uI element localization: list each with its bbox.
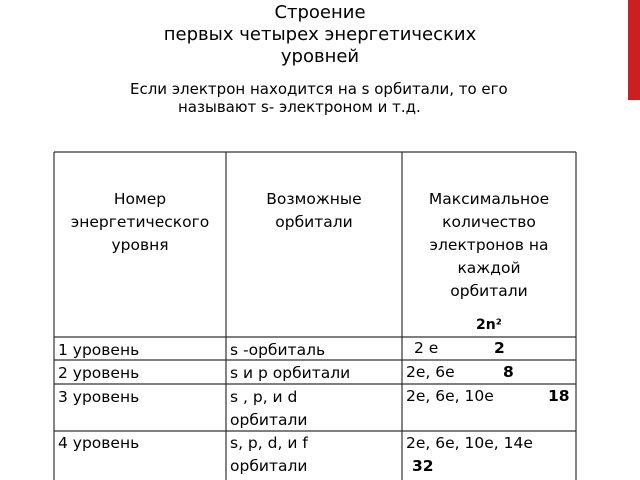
row3-total: 18 xyxy=(548,387,570,405)
row3-electrons: 2е, 6е, 10е xyxy=(406,387,494,405)
header-level xyxy=(54,188,226,257)
row1-electrons: 2 е xyxy=(414,339,439,357)
row4-electrons: 2е, 6е, 10е, 14е xyxy=(406,434,533,452)
title-line-2: первых четырех энергетических xyxy=(163,24,477,45)
row2-electrons: 2е, 6е xyxy=(406,363,455,381)
row3-level: 3 уровень xyxy=(58,388,140,406)
row3-orbitals-line: s , p, и d xyxy=(230,388,298,406)
subtitle-line-1: Если электрон находится на s орбитали, то его xyxy=(130,80,508,98)
red-accent-bar xyxy=(628,0,640,100)
header-level-line: энергетического xyxy=(70,213,210,231)
row4-orbitals-line: орбитали xyxy=(230,457,308,475)
row2-level: 2 уровень xyxy=(58,364,140,382)
row4-orbitals-line: s, p, d, и f xyxy=(230,434,308,452)
header-max-line: количество xyxy=(442,213,536,231)
header-max-line: электронов на xyxy=(429,236,549,254)
header-max-line: орбитали xyxy=(450,282,528,300)
header-orbitals-line: Возможные xyxy=(266,190,362,208)
row4-total: 32 xyxy=(412,457,434,475)
row1-level: 1 уровень xyxy=(58,341,140,359)
row4-level: 4 уровень xyxy=(58,434,140,452)
row3-orbitals xyxy=(230,386,307,432)
slide-edge-bar xyxy=(628,0,640,480)
row1-orbitals: s -орбиталь xyxy=(230,341,326,359)
title-line-3: уровней xyxy=(280,46,360,67)
row2-orbitals: s и р орбитали xyxy=(230,364,351,382)
header-max-line: Максимальное xyxy=(428,190,550,208)
header-level-line: Номер xyxy=(113,190,167,208)
row4-orbitals xyxy=(230,432,308,478)
header-max-electrons xyxy=(402,188,576,303)
header-level-line: уровня xyxy=(111,236,169,254)
header-orbitals xyxy=(226,188,402,234)
row2-total: 8 xyxy=(503,363,514,381)
header-orbitals-line: орбитали xyxy=(275,213,353,231)
formula-2n2: 2n² xyxy=(476,317,502,333)
row1-total: 2 xyxy=(494,339,505,357)
subtitle-line-2: называют s- электроном и т.д. xyxy=(178,98,421,116)
row3-orbitals-line: орбитали xyxy=(230,411,308,429)
header-max-line: каждой xyxy=(457,259,521,277)
title-line-1: Строение xyxy=(274,2,366,23)
